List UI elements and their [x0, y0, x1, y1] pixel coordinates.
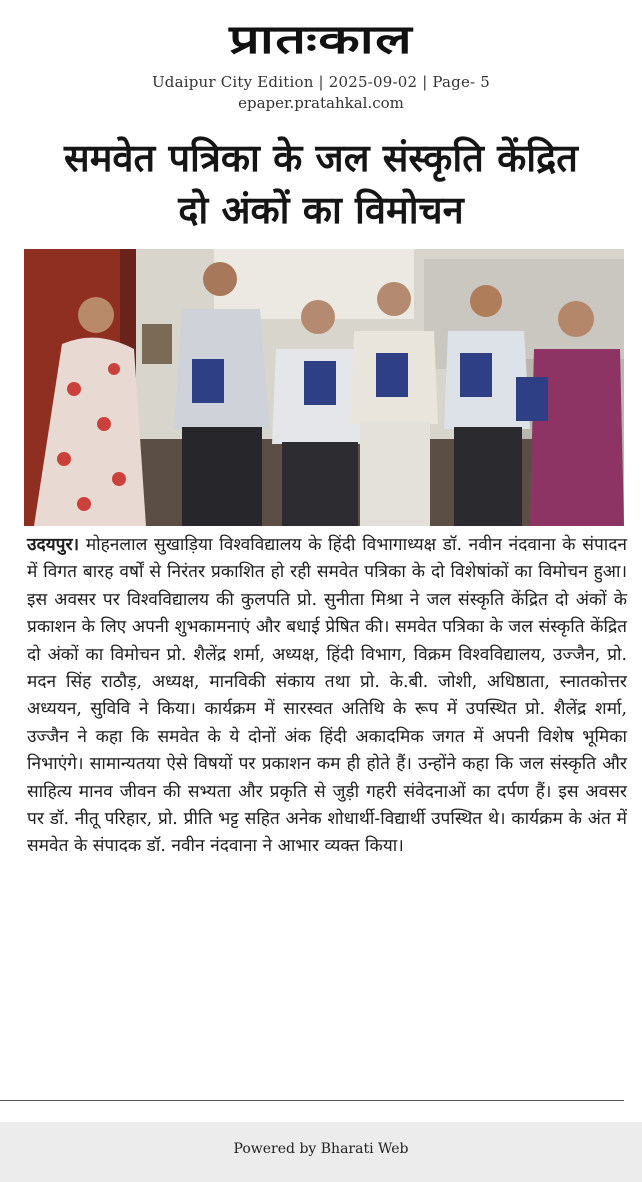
headline-line-1: समवेत पत्रिका के जल संस्कृति केंद्रित	[64, 136, 578, 180]
footer	[0, 1122, 642, 1182]
article-body	[27, 532, 627, 861]
masthead	[0, 18, 642, 62]
article-headline	[10, 132, 632, 236]
event-photo-illustration	[24, 249, 624, 526]
event-photo	[24, 249, 624, 526]
powered-by-link[interactable]: Powered by Bharati Web	[233, 1141, 409, 1157]
article-text: मोहनलाल सुखाड़िया विश्वविद्यालय के हिंदी विभागाध्यक्ष डॉ. नवीन नंदवाना के संपादन में विगत बारह वर्षों से निरंतर प्रकाशित हो रही समवेत पत्रिका के दो विशेषांकों का विमोचन हुआ। इस अवसर पर विश्वविद्यालय की कुलपति प्रो. सुनीता मिश्रा ने जल संस्कृति केंद्रित दो अंकों के प्रकाशन के लिए अपनी शुभकामनाएं और बधाई प्रेषित की। समवेत पत्रिका के जल संस्कृति केंद्रित दो अंकों का विमोचन प्रो. शैलेंद्र शर्मा, अध्यक्ष, हिंदी विभाग, विक्रम विश्वविद्यालय, उज्जैन, प्रो. मदन सिंह राठौड़, अध्यक्ष, मानविकी संकाय तथा प्रो. के.बी. जोशी, अधिष्ठाता, स्नातकोत्तर अध्ययन, सुविवि ने किया। कार्यक्रम में सारस्वत अतिथि के रूप में उपस्थित प्रो. शैलेंद्र शर्मा, उज्जैन ने कहा कि समवेत के ये दोनों अंक हिंदी अकादमिक जगत में अपनी विशेष भूमिका निभाएंगे। सामान्यतया ऐसे विषयों पर प्रकाशन कम ही होते हैं। उन्होंने कहा कि जल संस्कृति और साहित्य मानव जीवन की सभ्यता और प्रकृति से जुड़ी गहरी संवेदनाओं का दर्पण हैं। इस अवसर पर डॉ. नीतू परिहार, प्रो. प्रीति भट्ट सहित अनेक शोधार्थी-विद्यार्थी उपस्थित थे। कार्यक्रम के अंत में समवेत के संपादक डॉ. नवीन नंदवाना ने आभार व्यक्त किया।	[27, 535, 627, 857]
page-divider	[0, 1100, 624, 1101]
newspaper-logo: प्रातःकाल	[229, 17, 413, 63]
epaper-url[interactable]: epaper.pratahkal.com	[238, 94, 404, 112]
edition-info: Udaipur City Edition | 2025-09-02 | Page- 5	[151, 73, 491, 91]
headline-line-2: दो अंकों का विमोचन	[178, 188, 464, 232]
article-dateline: उदयपुर।	[27, 535, 80, 555]
